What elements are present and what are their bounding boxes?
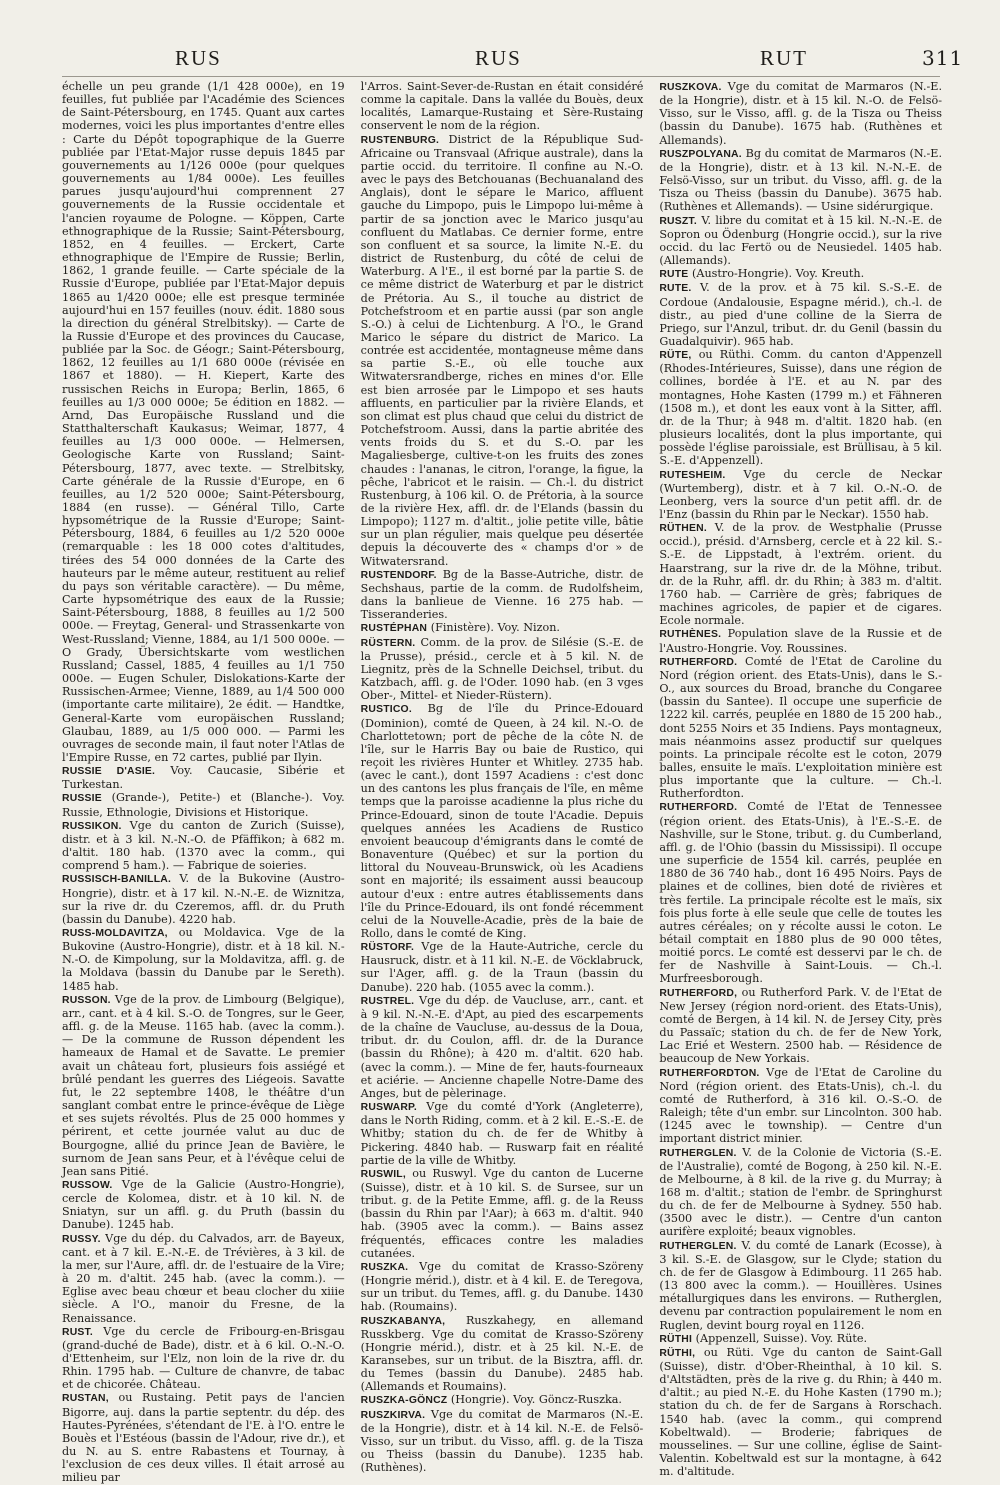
entry-headword: RUTHERFORD. bbox=[659, 656, 738, 668]
dictionary-entry bbox=[361, 621, 644, 635]
entry-headword: RÜTHI bbox=[659, 1333, 693, 1345]
dictionary-entry bbox=[62, 993, 345, 1178]
entry-text: Ruszkahegy, en allemand Russkberg. Vge du comitat de Krasso-Szöreny (Hongrie mérid.), distr. et à 25 kil. N.-E. de Karansebes, sur un tribut. de la Bisztra, affl. dr. du Temes (bassin du Danube). 2485 hab. (Allemands et Roumains). bbox=[360, 1313, 644, 1394]
dictionary-entry bbox=[361, 133, 644, 568]
entry-headword: RÜTHI, bbox=[659, 1347, 696, 1359]
entry-text: (Grande-), Petite-) et (Blanche-). Voy. Russie, Ethnologie, Divisions et Historique. bbox=[62, 791, 345, 819]
dictionary-entry bbox=[62, 872, 345, 926]
entry-headword: RUSZPOLYANA. bbox=[659, 148, 742, 160]
dictionary-entry bbox=[659, 1239, 942, 1332]
dictionary-entry bbox=[659, 214, 942, 268]
entry-headword: RUSS-MOLDAVITZA, bbox=[62, 928, 168, 939]
dictionary-entry bbox=[659, 1346, 942, 1479]
entry-text: (Finistère). Voy. Nizon. bbox=[430, 621, 560, 635]
dictionary-entry bbox=[361, 80, 644, 133]
entry-headword: RUSZKA-GÖNCZ bbox=[360, 1395, 448, 1407]
entry-text: (Hongrie). Voy. Göncz-Ruszka. bbox=[450, 1393, 622, 1407]
entry-headword: RUSSISCH-BANILLA. bbox=[62, 874, 172, 886]
dictionary-entry bbox=[659, 147, 942, 214]
entry-text: Comm. de la prov. de Silésie (S.-E. de la Prusse), présid., cercle et à 5 kil. N. de Liegnitz, près de la Schnelle Deichsel, tribut. du Katzbach, affl. g. de l'Oder. 1090 hab. (en 3 vges Ober-, Mittel- et Nieder-Rüstern). bbox=[360, 635, 644, 703]
entry-text: l'Arros. Saint-Sever-de-Rustan en était considéré comme la capitale. Dans la vallée du Bouès, deux localités, Lamarque-Rustaing et Sère-Rustaing conservent le nom de la région. bbox=[360, 80, 644, 133]
entry-headword: RUSSOW. bbox=[62, 1179, 113, 1191]
entry-headword: RUTHERFORDTON. bbox=[659, 1067, 760, 1079]
dictionary-entry bbox=[659, 521, 942, 627]
entry-text: Vge du comté d'York (Angleterre), dans le North Riding, comm. et à 2 kil. E.-S.-E. de Whitby; station du ch. de fer de Whitby à Pickering. 4840 hab. — Ruswarp fait en réalité partie de la ville de Whitby. bbox=[360, 1100, 644, 1167]
running-head-left: RUS bbox=[175, 46, 222, 70]
entry-headword: RUTHERFORD. bbox=[659, 802, 738, 814]
entry-headword: RUTE. bbox=[659, 283, 692, 295]
page-number: 311 bbox=[922, 46, 964, 70]
entry-headword: RUSTAN, bbox=[62, 1393, 109, 1405]
dictionary-entry bbox=[659, 468, 942, 522]
entry-text: Bg de la Basse-Autriche, distr. de Sechshaus, partie de la comm. de Rudolfsheim, dans la banlieue de Vienne. 16 275 hab. — Tisseranderies. bbox=[360, 567, 644, 622]
dictionary-entry bbox=[659, 1332, 942, 1346]
running-head-right: RUT bbox=[760, 46, 808, 70]
entry-text: Vge de la Galicie (Austro-Hongrie), cercle de Kolomea, distr. et à 10 kil. N. de Sniatyn, sur un affl. g. du Pruth (bassin du Danube). 1245 hab. bbox=[62, 1177, 345, 1232]
dictionary-entry bbox=[361, 1393, 644, 1407]
dictionary-entry bbox=[361, 1167, 644, 1260]
entry-text: Vge de l'Etat de Caroline du Nord (région orient. des Etats-Unis), ch.-l. du comté de Rutherford, à 316 kil. O.-S.-O. de Raleigh; tête d'un embr. sur Lincolnton. 300 hab. (1245 avec le township). — Centre d'un important district minier. bbox=[659, 1065, 943, 1146]
entry-headword: RÜSTERN. bbox=[360, 637, 416, 649]
dictionary-entry bbox=[361, 1260, 644, 1314]
entry-text: Vge du dép. de Vaucluse, arr., cant. et à 9 kil. N.-N.-E. d'Apt, au pied des escarpements de la chaîne de Vaucluse, au-dessus de la Doua, tribut. dr. du Coulon, affl. dr. de la Durance (bassin du Rhône); à 420 m. d'altit. 620 hab. (avec la comm.). — Mine de fer, hauts-fourneaux et aciérie. — Ancienne chapelle Notre-Dame des Anges, but de pèlerinage. bbox=[360, 993, 644, 1100]
entry-text: Vge du canton de Zurich (Suisse), distr. et à 3 kil. N.-N.-O. de Pfäffikon; à 682 m. d'altit. 180 hab. (1370 avec la comm., qui comprend 5 ham.). — Fabrique de soieries. bbox=[62, 818, 345, 873]
entry-headword: RUSZT. bbox=[659, 215, 697, 227]
dictionary-entry bbox=[62, 1232, 345, 1325]
entry-headword: RÜSTORF. bbox=[360, 942, 415, 954]
dictionary-entry bbox=[62, 1391, 345, 1484]
dictionary-entry bbox=[62, 1178, 345, 1232]
entry-headword: RUST. bbox=[62, 1326, 94, 1338]
entry-headword: RUSWARP. bbox=[360, 1102, 417, 1114]
dictionary-entry bbox=[62, 764, 345, 791]
entry-text: ou Rustaing. Petit pays de l'ancien Bigorre, auj. dans la partie septentr. du dép. des Hautes-Pyrénées, s'étendant de l'E. à l'O. entre le Bouès et l'Estéous (bassin de l'Adour, rive dr.), et du N. au S. entre Rabastens et Tournay, à l'exclusion de ces deux villes. Il était arrosé au milieu par bbox=[62, 1391, 345, 1485]
entry-text: ou Moldavica. Vge de la Bukovine (Austro-Hongrie), distr. et à 18 kil. N.-N.-O. de Kimpolung, sur la Moldavitza, affl. g. de la Moldava (bassin du Danube par le Sereth). 1485 hab. bbox=[62, 926, 345, 993]
entry-headword: RUSSIE bbox=[62, 793, 102, 805]
entry-headword: RUSTÉPHAN bbox=[360, 623, 428, 635]
entry-headword: RUSSY. bbox=[62, 1233, 101, 1245]
entry-headword: RUTHERGLEN. bbox=[659, 1147, 737, 1159]
entry-text: (Austro-Hongrie). Voy. Kreuth. bbox=[692, 267, 865, 281]
entry-text: Vge du comitat de Krasso-Szöreny (Hongrie mérid.), distr. et à 4 kil. E. de Teregova, sur un tribut. du Temes, affl. g. du Danube. 1430 hab. (Roumains). bbox=[360, 1259, 644, 1314]
entry-text: District de la République Sud-Africaine ou Transvaal (Afrique australe), dans la partie occid. du territoire. Il confine au N.-O. avec le pays des Betchouanas (Bechuanaland des Anglais), dont le sépare le Marico, affluent gauche du Limpopo, puis le Limpopo lui-même à partir de sa jonction avec le Marico jusqu'au confluent du Matlabas. Ce dernier forme, entre son confluent et sa source, la limite N.-E. du district de Rustenburg, du côté de celui de Waterburg. A l'E., il est borné par la partie S. de ce même district de Waterburg et par le district de Prétoria. Au S., il touche au district de Potchefstroom et en partie aussi (par son angle S.-O.) à celui de Lichtenburg. A l'O., le Grand Marico le sépare du district de Marico. La contrée est accidentée, montagneuse même dans sa partie S.-E., où elle touche aux Witwatersrandberge, riches en mines d'or. Elle est bien arrosée par le Limpopo et ses hauts affluents, en particulier par la rivière Elands, et son climat est plus chaud que celui du district de Potchefstroom. Aussi, dans la partie abritée des vents froids du S. et du S.-O. par les Magaliesberge, cultive-t-on les fruits des zones chaudes : l'ananas, le citron, l'orange, la figue, la pêche, l'abricot et le raisin. — Ch.-l. du district Rustenburg, à 106 kil. O. de Prétoria, à la source de la rivière Hex, affl. dr. de l'Elands (bassin du Limpopo); 1127 m. d'altit., jolie petite ville, bâtie sur un plan régulier, mais quelque peu désertée depuis la découverte des « champs d'or » de Witwatersrand. bbox=[360, 132, 644, 568]
column-left bbox=[62, 80, 345, 1485]
header-rule bbox=[62, 76, 940, 77]
dictionary-entry bbox=[659, 348, 942, 467]
entry-text: V. de la Bukovine (Austro-Hongrie), distr. et à 17 kil. N.-N.-E. de Wiznitza, sur la rive dr. du Czeremos, affl. dr. du Pruth (bassin du Danube). 4220 hab. bbox=[62, 872, 345, 926]
entry-text: Population slave de la Russie et de l'Austro-Hongrie. Voy. Roussines. bbox=[659, 627, 943, 655]
entry-headword: RUTHERFORD, bbox=[659, 987, 738, 999]
entry-text: Comté de l'Etat de Tennessee (région orient. des Etats-Unis), à l'E.-S.-E. de Nashville, sur le Stone, tribut. g. du Cumberland, affl. g. de l'Ohio (bassin du Mississipi). Il occupe une superficie de 1554 kil. carrés, peuplée en 1880 de 36 740 hab., dont 16 495 Noirs. Pays de plaines et de collines, bien doté de rivières et très fertile. La principale récolte est le maïs, six fois plus forte à elle seule que celle de toutes les autres céréales; on y récolte aussi le coton. Le bétail comptait en 1880 plus de 90 000 têtes, moitié porcs. Le comté est desservi par le ch. de fer de Nashville à Saint-Louis. — Ch.-l. Murfreesborough. bbox=[659, 800, 943, 986]
entry-headword: RUSZKA. bbox=[360, 1261, 409, 1273]
entry-headword: RUSZKABANYA, bbox=[360, 1315, 446, 1327]
entry-text: (Appenzell, Suisse). Voy. Rüte. bbox=[695, 1331, 868, 1345]
entry-text: V. libre du comitat et à 15 kil. N.-N.-E. de Sopron ou Ödenburg (Hongrie occid.), sur la rive occid. du lac Fertö ou de Neusiedel. 1405 hab. (Allemands). bbox=[659, 213, 943, 268]
dictionary-entry bbox=[659, 281, 942, 348]
dictionary-entry bbox=[62, 819, 345, 873]
dictionary-entry bbox=[62, 926, 345, 993]
dictionary-entry bbox=[659, 800, 942, 985]
dictionary-entry bbox=[62, 791, 345, 818]
entry-text: V. de la prov. et à 75 kil. S.-S.-E. de Cordoue (Andalousie, Espagne mérid.), ch.-l. de distr., au pied d'une colline de la Sierra de Priego, sur l'Anzul, tribut. dr. du Genil (bassin du Guadalquivir). 965 hab. bbox=[659, 281, 943, 348]
dictionary-entry bbox=[361, 1408, 644, 1475]
dictionary-entry bbox=[659, 1146, 942, 1239]
dictionary-entry bbox=[361, 1314, 644, 1394]
entry-text: Comté de l'Etat de Caroline du Nord (région orient. des Etats-Unis), dans le S.-O., aux sources du Broad, branche du Congaree (bassin du Santee). Il occupe une superficie de 1222 kil. carrés, peuplée en 1880 de 15 200 hab., dont 5255 Noirs et 35 Indiens. Pays montagneux, mais néanmoins assez productif sur quelques points. La principale récolte est le coton, 2079 balles, ensuite le maïs. L'exploitation minière est plus importante que la culture. — Ch.-l. Rutherfordton. bbox=[659, 654, 943, 801]
entry-headword: RUTHÈNES. bbox=[659, 629, 722, 641]
entry-headword: RUSTREL. bbox=[360, 995, 415, 1007]
dictionary-entry bbox=[361, 940, 644, 994]
entry-text: Vge du comitat de Marmaros (N.-E. de la Hongrie), distr. et à 14 kil. N.-E. de Felsö-Visso, sur un tribut. du Visso, affl. g. de la Tisza ou Theiss (bassin du Danube). 1235 hab. (Ruthènes). bbox=[360, 1407, 644, 1475]
entry-headword: RÜTHEN. bbox=[659, 523, 707, 535]
entry-text: Vge du cercle de Fribourg-en-Brisgau (grand-duché de Bade), distr. et à 6 kil. O.-N.-O. d'Ettenheim, sur l'Elz, non loin de la rive dr. du Rhin. 1795 hab. — Culture de chanvre, de tabac et de chicorée. Château. bbox=[62, 1324, 345, 1392]
entry-text: Vge de la Haute-Autriche, cercle du Hausruck, distr. et à 11 kil. N.-E. de Vöcklabruck, sur l'Ager, affl. g. de la Traun (bassin du Danube). 220 hab. (1055 avec la comm.). bbox=[360, 940, 644, 994]
entry-text: ou Rüthi. Comm. du canton d'Appenzell (Rhodes-Intérieures, Suisse), dans une région de collines, bordée à l'E. et au N. par des montagnes, Hohe Kasten (1799 m.) et Fähneren (1508 m.), et dont les eaux vont à la Sitter, affl. dr. de la Thur; à 948 m. d'altit. 1820 hab. (en plusieurs localités, dont la plus importante, qui possède l'église paroissiale, est Brüllisau, à 5 kil. S.-E. d'Appenzell). bbox=[659, 348, 943, 468]
running-head-center: RUS bbox=[475, 46, 522, 70]
column-middle bbox=[360, 80, 644, 1475]
entry-headword: RUSSIKON. bbox=[62, 820, 122, 832]
dictionary-entry bbox=[659, 986, 942, 1066]
entry-headword: RUSWIL, bbox=[360, 1168, 406, 1180]
entry-text: Vge de la prov. de Limbourg (Belgique), arr., cant. et à 4 kil. S.-O. de Tongres, sur le Geer, affl. g. de la Meuse. 1165 hab. (avec la comm.). — De la commune de Russon dépendent les hameaux de Hamal et de Savatte. Le premier avait un château fort, plusieurs fois assiégé et brûlé pendant les guerres des Liégeois. Savatte fut, le 22 septembre 1408, le théâtre d'un sanglant combat entre le prince-évêque de Liège et ses sujets révoltés. Plus de 25 000 hommes y périrent, et cette journée valut au duc de Bourgogne, allié du prince Jean de Bavière, le surnom de Jean sans Peur, et à l'évêque celui de Jean sans Pitié. bbox=[62, 992, 345, 1178]
entry-text: Bg du comitat de Marmaros (N.-E. de la Hongrie), distr. et à 13 kil. N.-N.-E. de Felsö-Visso, sur un tribut. du Visso, affl. g. de la Tisza ou Theiss (bassin du Danube). 3675 hab. (Ruthènes et Allemands). — Usine sidérurgique. bbox=[659, 146, 943, 214]
entry-headword: RUSTENBURG. bbox=[360, 134, 440, 146]
entry-headword: RUSSON. bbox=[62, 994, 111, 1006]
column-right bbox=[659, 80, 943, 1479]
entry-text: ou Rutherford Park. V. de l'Etat de New Jersey (région nord-orient. des Etats-Unis), comté de Bergen, à 14 kil. N. de Jersey City, près du Passaïc; station du ch. de fer de New York, Lac Erié et Western. 2500 hab. — Résidence de beaucoup de New Yorkais. bbox=[659, 985, 943, 1066]
entry-headword: RUTE bbox=[659, 269, 689, 281]
dictionary-entry bbox=[659, 627, 942, 654]
entry-text: Voy. Caucasie, Sibérie et Turkestan. bbox=[62, 764, 345, 792]
entry-headword: RUSZKOVA. bbox=[659, 82, 722, 93]
dictionary-entry bbox=[659, 80, 942, 147]
entry-headword: RUSTENDORF. bbox=[360, 569, 437, 581]
dictionary-entry bbox=[659, 655, 942, 801]
dictionary-entry bbox=[659, 267, 942, 281]
dictionary-entry bbox=[659, 1066, 942, 1146]
dictionary-entry bbox=[361, 1100, 644, 1167]
dictionary-entry bbox=[361, 702, 644, 940]
dictionary-entry bbox=[361, 994, 644, 1100]
entry-headword: RUTHERGLEN. bbox=[659, 1240, 737, 1252]
entry-text: V. du comté de Lanark (Ecosse), à 3 kil. S.-E. de Glasgow, sur le Clyde; station du ch. de fer de Glasgow à Edimbourg. 11 265 hab. (13 800 avec la comm.). — Houillères. Usines métallurgiques dans les environs. — Rutherglen, devenu par contraction populairement le nom en Ruglen, devint bourg royal en 1126. bbox=[659, 1238, 943, 1332]
entry-text: Vge du comitat de Marmaros (N.-E. de la Hongrie), distr. et à 15 kil. N.-O. de Felsö-Visso, sur le Visso, affl. g. de la Tisza ou Theiss (bassin du Danube). 1675 hab. (Ruthènes et Allemands). bbox=[659, 80, 943, 147]
dictionary-entry bbox=[361, 636, 644, 703]
entry-text: ou Ruswyl. Vge du canton de Lucerne (Suisse), distr. et à 10 kil. S. de Sursee, sur un tribut. g. de la Petite Emme, affl. g. de la Reuss (bassin du Rhin par l'Aar); à 663 m. d'altit. 940 hab. (3905 avec la comm.). — Bains assez fréquentés, efficaces contre les maladies cutanées. bbox=[360, 1166, 644, 1260]
entry-headword: RUSSIE D'ASIE. bbox=[62, 766, 156, 778]
dictionary-entry bbox=[62, 80, 345, 764]
entry-text: Vge du dép. du Calvados, arr. de Bayeux, cant. et à 7 kil. E.-N.-E. de Trévières, à 3 kil. de la mer, sur l'Aure, affl. dr. de l'estuaire de la Vire; à 20 m. d'altit. 245 hab. (avec la comm.). — Eglise avec beau chœur et beau clocher du xiiie siècle. A l'O., manoir du Fresne, de la Renaissance. bbox=[62, 1231, 345, 1325]
entry-text: échelle un peu grande (1/1 428 000e), en 19 feuilles, fut publiée par l'Académie des Sciences de Saint-Pétersbourg, en 1745. Quant aux cartes modernes, voici les plus importantes d'entre elles : Carte du Dépôt topographique de la Guerre publiée par l'Etat-Major russe depuis 1845 par gouvernements au 1/126 000e (pour quelques gouvernements au 1/84 000e). Les feuilles parues jusqu'aujourd'hui comprennent 27 gouvernements de la Russie occidentale et l'ancien royaume de Pologne. — Köppen, Carte ethnographique de la Russie; Saint-Pétersbourg, 1852, en 4 feuilles. — Erckert, Carte ethnographique de l'Empire de Russie; Berlin, 1862, 1 grande feuille. — Carte spéciale de la Russie d'Europe, publiée par l'Etat-Major depuis 1865 au 1/420 000e; elle est presque terminée aujourd'hui en 157 feuilles (nouv. édit. 1880 sous la direction du général Strelbitsky). — Carte de la Russie d'Europe et des provinces du Caucase, publiée par la Soc. de Géogr.; Saint-Pétersbourg, 1862, 12 feuilles au 1/1 680 000e (révisée en 1867 et 1880). — H. Kiepert, Karte des russischen Reichs in Europa; Berlin, 1865, 6 feuilles au 1/3 000 000e; 5e édition en 1882. — Arnd, Das Europäische Russland und die Statthalterschaft Kaukasus; Weimar, 1877, 4 feuilles au 1/3 000 000e. — Helmersen, Geologische Karte von Russland; Saint-Pétersbourg, 1877, avec texte. — Strelbitsky, Carte générale de la Russie d'Europe, en 6 feuilles, au 1/2 520 000e; Saint-Pétersbourg, 1884 (en russe). — Général Tillo, Carte hypsométrique de la Russie d'Europe; Saint-Pétersbourg, 1884, 6 feuilles au 1/2 520 000e (remarquable : les 18 000 cotes d'altitudes, tirées des 54 000 données de la Carte des hauteurs par le même auteur, restituent au relief du pays son véritable caractère). — Du même, Carte hypsométrique des eaux de la Russie; Saint-Pétersbourg, 1888, 8 feuilles au 1/2 500 000e. — Freytag, General- und Strassenkarte von West-Russland; Vienne, 1884, au 1/1 500 000e. — O Grady, Übersichtskarte vom westlichen Russland; Cassel, 1885, 4 feuilles au 1/1 750 000e. — Eugen Schuler, Dislokations-Karte der Russischen-Armee; Vienne, 1889, au 1/4 500 000 (importante carte militaire), 2e édit. — Handtke, General-Karte vom europäischen Russland; Glaubau, 1889, au 1/5 000 000. — Parmi les ouvrages de seconde main, il faut noter l'Atlas de l'Empire Russe, en 72 cartes, publié par Ilyin. bbox=[62, 80, 345, 764]
entry-text: Vge du cercle de Neckar (Wurtemberg), distr. et à 7 kil. O.-N.-O. de Leonberg, vers la source d'un petit affl. dr. de l'Enz (bassin du Rhin par le Neckar). 1550 hab. bbox=[659, 467, 943, 521]
entry-headword: RÜTE, bbox=[659, 350, 692, 362]
entry-headword: RUSZKIRVA. bbox=[360, 1409, 426, 1421]
entry-headword: RUTESHEIM. bbox=[659, 469, 726, 481]
entry-text: Bg de l'île du Prince-Edouard (Dominion), comté de Queen, à 24 kil. N.-O. de Charlottetown; port de pêche de la côte N. de l'île, sur le Harris Bay ou baie de Rustico, qui reçoit les rivières Hunter et Whitley. 2735 hab. (avec le cant.), dont 1597 Acadiens : c'est donc un des cantons les plus français de l'île, en même temps que la paroisse acadienne la plus riche du Prince-Edouard, sinon de toute l'Acadie. Depuis quelques années les Acadiens de Rustico envoient beaucoup d'émigrants dans le comté de Bonaventure (Québec) et sur la portion du littoral du Nouveau-Brunswick, où les Acadiens sont en majorité; ils essaiment aussi beaucoup autour d'eux : entre autres établissements dans l'île du Prince-Edouard, ils ont fondé récemment celui de la Nouvelle-Acadie, près de la baie de Rollo, dans le comté de King. bbox=[360, 702, 644, 940]
page-header bbox=[0, 36, 1000, 76]
entry-text: ou Rüti. Vge du canton de Saint-Gall (Suisse), distr. d'Ober-Rheinthal, à 10 kil. S. d'Altstädten, près de la rive g. du Rhin; à 440 m. d'altit.; au pied N.-E. du Hohe Kasten (1790 m.); station du ch. de fer de Sargans à Rorschach. 1540 hab. (avec la comm., qui comprend Kobeltwald). — Broderie; fabriques de mousselines. — Sur une colline, église de Saint-Valentin. Kobeltwald est sur la montagne, à 642 m. d'altitude. bbox=[659, 1345, 943, 1479]
entry-text: V. de la prov. de Westphalie (Prusse occid.), présid. d'Arnsberg, cercle et à 22 kil. S.-S.-E. de Lippstadt, à l'extrém. orient. du Haarstrang, sur la rive dr. de la Möhne, tribut. dr. de la Ruhr, affl. dr. du Rhin; à 383 m. d'altit. 1760 hab. — Carrière de grès; fabriques de machines agricoles, de papier et de cigares. Ecole normale. bbox=[659, 521, 943, 628]
entry-text: V. de la Colonie de Victoria (S.-E. de l'Australie), comté de Bogong, à 250 kil. N.-E. de Melbourne, à 8 kil. de la rive g. du Murray; à 168 m. d'altit.; station de l'embr. de Springhurst du ch. de fer de Melbourne à Sydney. 550 hab. (3500 avec le distr.). — Centre d'un canton aurifère exploité; beaux vignobles. bbox=[659, 1145, 943, 1239]
article-columns bbox=[62, 80, 943, 1485]
entry-headword: RUSTICO. bbox=[360, 704, 412, 716]
dictionary-entry bbox=[62, 1325, 345, 1392]
dictionary-entry bbox=[361, 568, 644, 622]
